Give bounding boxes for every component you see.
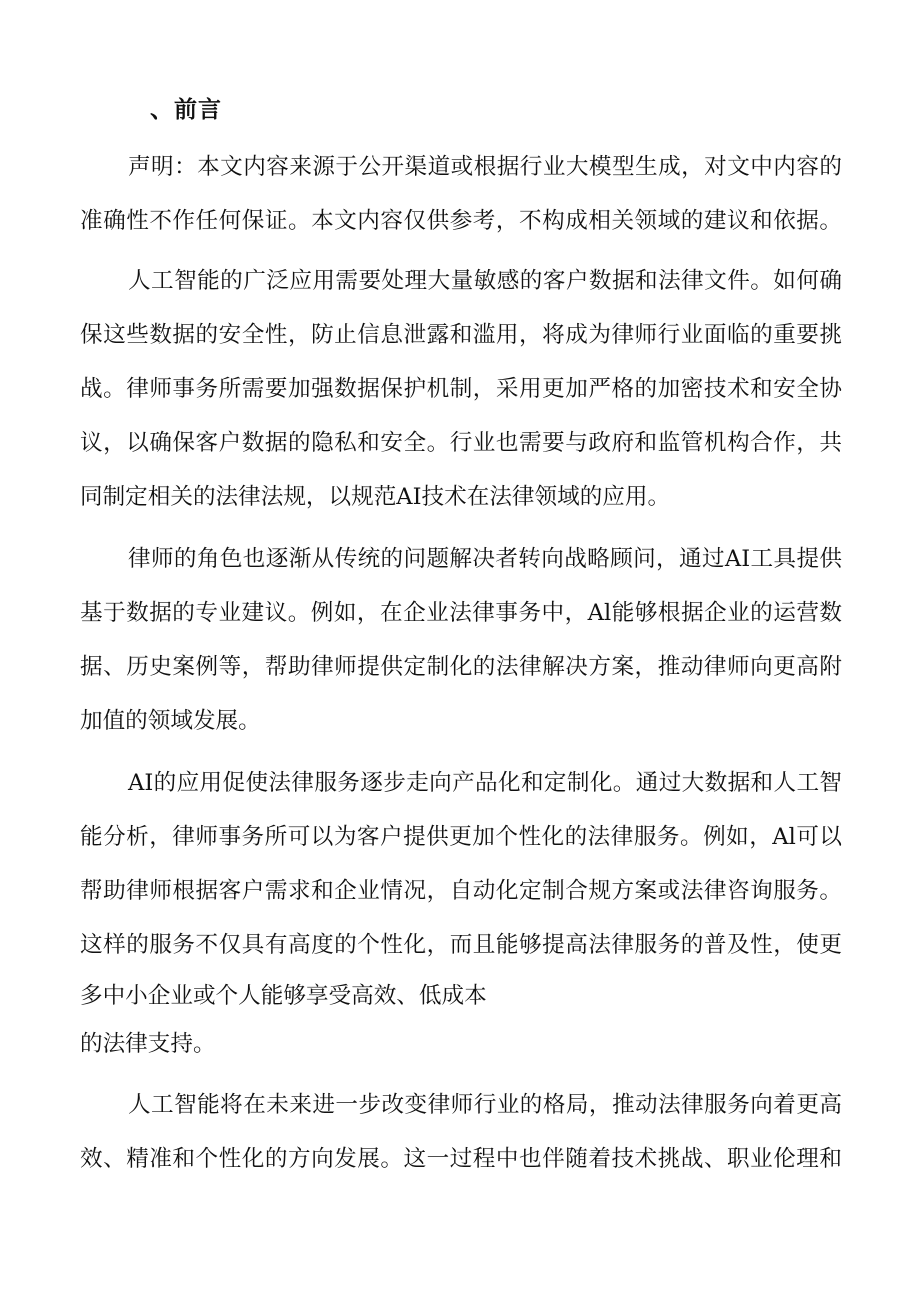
text-line: 议，以确保客户数据的隐私和安全。行业也需要与政府和监管机构合作，共: [80, 430, 842, 456]
text-line: 同制定相关的法律法规，以规范AI技术在法律领域的应用。: [80, 484, 671, 510]
text-line: 效、精准和个性化的方向发展。这一过程中也伴随着技术挑战、职业伦理和: [80, 1146, 842, 1172]
paragraph-productization: [80, 756, 842, 1068]
text-line: 基于数据的专业建议。例如，在企业法律事务中，Al能够根据企业的运营数: [80, 600, 842, 626]
paragraph-strategic-advisor: [80, 532, 842, 748]
paragraph-data-security: [80, 254, 842, 524]
text-line: 据、历史案例等，帮助律师提供定制化的法律解决方案，推动律师向更高附: [80, 654, 842, 680]
text-line: 这样的服务不仅具有高度的个性化，而且能够提高法律服务的普及性，使更: [80, 932, 842, 958]
text-line: AI的应用促使法律服务逐步走向产品化和定制化。通过大数据和人工智: [128, 770, 842, 796]
section-heading: 、前言: [150, 96, 222, 123]
text-line: 战。律师事务所需要加强数据保护机制，采用更加严格的加密技术和安全协: [80, 376, 842, 402]
text-line: 声明：本文内容来源于公开渠道或根据行业大模型生成，对文中内容的: [128, 154, 842, 180]
text-line: 人工智能的广泛应用需要处理大量敏感的客户数据和法律文件。如何确: [128, 268, 842, 294]
text-line: 准确性不作任何保证。本文内容仅供参考，不构成相关领域的建议和依据。: [80, 208, 842, 234]
text-line: 律师的角色也逐渐从传统的问题解决者转向战略顾问，通过AI工具提供: [128, 546, 842, 572]
text-line: 的法律支持。: [80, 1031, 216, 1057]
paragraph-future-outlook: [80, 1078, 842, 1186]
text-line: 帮助律师根据客户需求和企业情况，自动化定制合规方案或法律咨询服务。: [80, 878, 842, 904]
text-line: 加值的领域发展。: [80, 708, 261, 734]
text-line: 能分析，律师事务所可以为客户提供更加个性化的法律服务。例如，Al可以: [80, 824, 842, 850]
text-line: 多中小企业或个人能够享受高效、低成本: [80, 983, 487, 1009]
text-line: 人工智能将在未来进一步改变律师行业的格局，推动法律服务向着更高: [128, 1092, 842, 1118]
text-line: 保这些数据的安全性，防止信息泄露和滥用，将成为律师行业面临的重要挑: [80, 322, 842, 348]
paragraph-disclaimer: [80, 140, 842, 248]
